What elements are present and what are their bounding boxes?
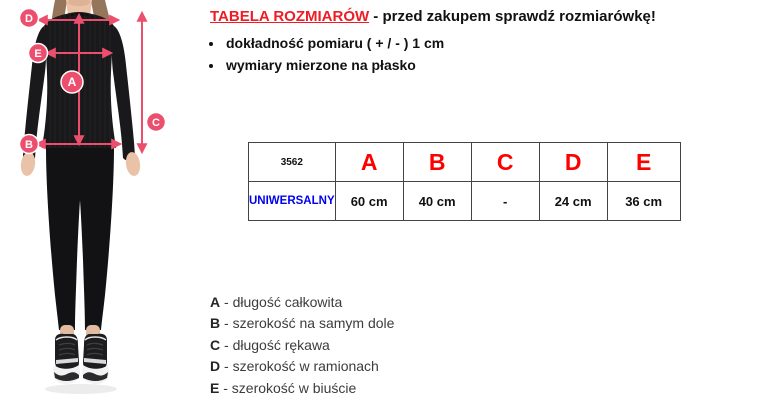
- measurement-label-b: B: [25, 139, 33, 151]
- legend-desc-a: - długość całkowita: [220, 294, 343, 310]
- product-photo: [0, 0, 170, 400]
- column-a: A: [335, 143, 403, 182]
- value-b: 40 cm: [403, 182, 471, 221]
- sleeve-right: [112, 26, 135, 160]
- legend-letter-a: A: [210, 294, 221, 310]
- size-name-cell: UNIWERSALNY: [249, 182, 336, 221]
- legend-desc-d: - szerokość w ramionach: [220, 358, 379, 375]
- legend-letter-d: D: [210, 358, 221, 375]
- legend-letter-c: C: [210, 336, 221, 353]
- legend-desc-b: - szerokość na samym dole: [220, 315, 395, 332]
- header-block: [210, 7, 750, 76]
- size-table: [248, 142, 681, 221]
- sneaker-right: [82, 334, 109, 384]
- model-number-cell: 3562: [249, 143, 336, 182]
- note-flat-measure: • wymiary mierzone na płasko: [224, 54, 750, 76]
- column-e: E: [607, 143, 680, 182]
- value-d: 24 cm: [539, 182, 607, 221]
- legend-item-e: [210, 378, 394, 399]
- column-c: C: [471, 143, 539, 182]
- legend-item-c: [210, 335, 394, 356]
- value-a: 60 cm: [335, 182, 403, 221]
- sneaker-left: [53, 334, 80, 384]
- floor-shadow: [45, 384, 117, 394]
- legend-item-a: [210, 292, 394, 313]
- size-table-title: TABELA ROZMIARÓW: [210, 8, 370, 25]
- measurement-label-c: C: [152, 117, 160, 129]
- measurement-label-e: E: [34, 48, 42, 60]
- measurement-label-a: A: [67, 75, 77, 89]
- value-c: -: [471, 182, 539, 221]
- legend-desc-c: - długość rękawa: [220, 336, 330, 353]
- note-accuracy: • dokładność pomiaru ( + / - ) 1 cm: [224, 32, 750, 54]
- legend-item-b: [210, 313, 394, 334]
- size-table-data-row: [249, 182, 681, 221]
- legend-letter-b: B: [210, 315, 221, 332]
- legend-letter-e: E: [210, 379, 220, 396]
- column-d: D: [539, 143, 607, 182]
- size-table-title-suffix: - przed zakupem sprawdź rozmiarówkę!: [369, 8, 656, 25]
- legend-desc-e: - szerokość w biuście: [219, 379, 357, 396]
- column-b: B: [403, 143, 471, 182]
- measurement-label-d: D: [25, 13, 33, 25]
- measurement-legend: [210, 292, 394, 399]
- size-table-header-row: [249, 143, 681, 182]
- measurement-notes: [224, 32, 750, 76]
- legend-item-d: [210, 356, 394, 377]
- page-title: [210, 7, 750, 26]
- value-e: 36 cm: [607, 182, 680, 221]
